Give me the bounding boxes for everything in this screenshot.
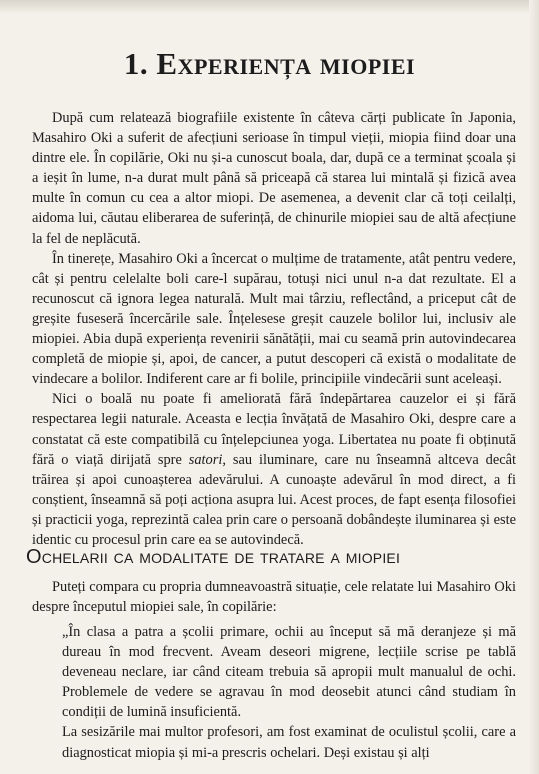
page-gutter-shadow xyxy=(529,0,539,774)
quotation-block xyxy=(62,622,516,763)
chapter-title: 1. Experiența miopiei xyxy=(123,46,416,81)
previous-page-edge xyxy=(0,0,539,14)
section-heading: Ochelarii ca modalitate de tratare a miopiei xyxy=(26,546,401,568)
paragraph: După cum relatează biografiile existente în câteva cărți publicate în Japonia, Masahiro Oki a suferit de afecțiuni serioase în timpul vieții, miopia fiind doar una dintre ele. În copilărie, Oki nu și-a cunoscut boala, dar, după ce a terminat școala și a ieșit în lume, n-a durat mult până să priceapă că starea lui mintală și fizică avea multe în comun cu cea a altor miopi. De asemenea, a devenit clar că toți ceilalți, aidoma lui, căutau eliberarea de suferință, de chinurile miopiei sau de altă afecțiune la fel de neplăcută. xyxy=(32,110,516,247)
quote-paragraph: La sesizările mai multor profesori, am fost examinat de oculistul școlii, care a diagnosticat miopia și mi-a prescris ochelari. Deși existau și alți xyxy=(62,724,516,761)
section-intro xyxy=(32,577,516,617)
quote-paragraph: „În clasa a patra a școlii primare, ochii au început să mă deranjeze și mă dureau în mod frecvent. Aveam deseori migrene, lecțiile scrise pe tablă deveneau neclare, iar când citeam trebuia să apropii mult manualul de ochi. Problemele de vedere se agravau în mod deosebit atunci când studiam în condiții de lumină insuficientă. xyxy=(62,624,516,721)
section-body xyxy=(32,108,516,550)
italic-term: satori xyxy=(188,451,223,468)
paragraph: În tinerețe, Masahiro Oki a încercat o mulțime de tratamente, atât pentru vedere, cât și pentru celelalte boli care-l supărau, totuși nici unul n-a dat rezultate. El a recunoscut că ignora legea naturală. Mult mai târziu, reflectând, a priceput cât de greșite fuseseră încercările sale. Înțelesese greșit cauzele bolilor lui, inclusiv ale miopiei. Abia după experiența revenirii sănătății, mai cu seamă prin autovindecarea completă de miopie și, apoi, de cancer, a putut descoperi că există o modalitate de vindecare a bolilor. Indiferent care ar fi bolile, principiile vindecării sunt aceleași. xyxy=(32,250,516,388)
paragraph: Nici o boală nu poate fi ameliorată fără îndepărtarea cauzelor ei și fără respectarea legii naturale. Aceasta e lecția învățată de Masahiro Oki, despre care a constatat că este compatibilă cu înțelepciunea yoga. Libertatea nu poate fi obținută fără o viață dirijată spre satori, sau iluminare, care nu înseamnă altceva decât trăirea și apoi cunoașterea adevărului. A cunoaște adevărul în mod direct, a fi conștient, înseamnă să poți acționa asupra lui. Acest proces, de fapt esența filosofiei și practicii yoga, reprezintă calea prin care o persoană dobândește iluminarea și este identic cu procesul prin care ea se autovindecă. xyxy=(32,391,516,548)
paragraph: Puteți compara cu propria dumneavoastră situație, cele relatate lui Masahiro Oki despre începutul miopiei sale, în copilărie: xyxy=(32,579,516,616)
